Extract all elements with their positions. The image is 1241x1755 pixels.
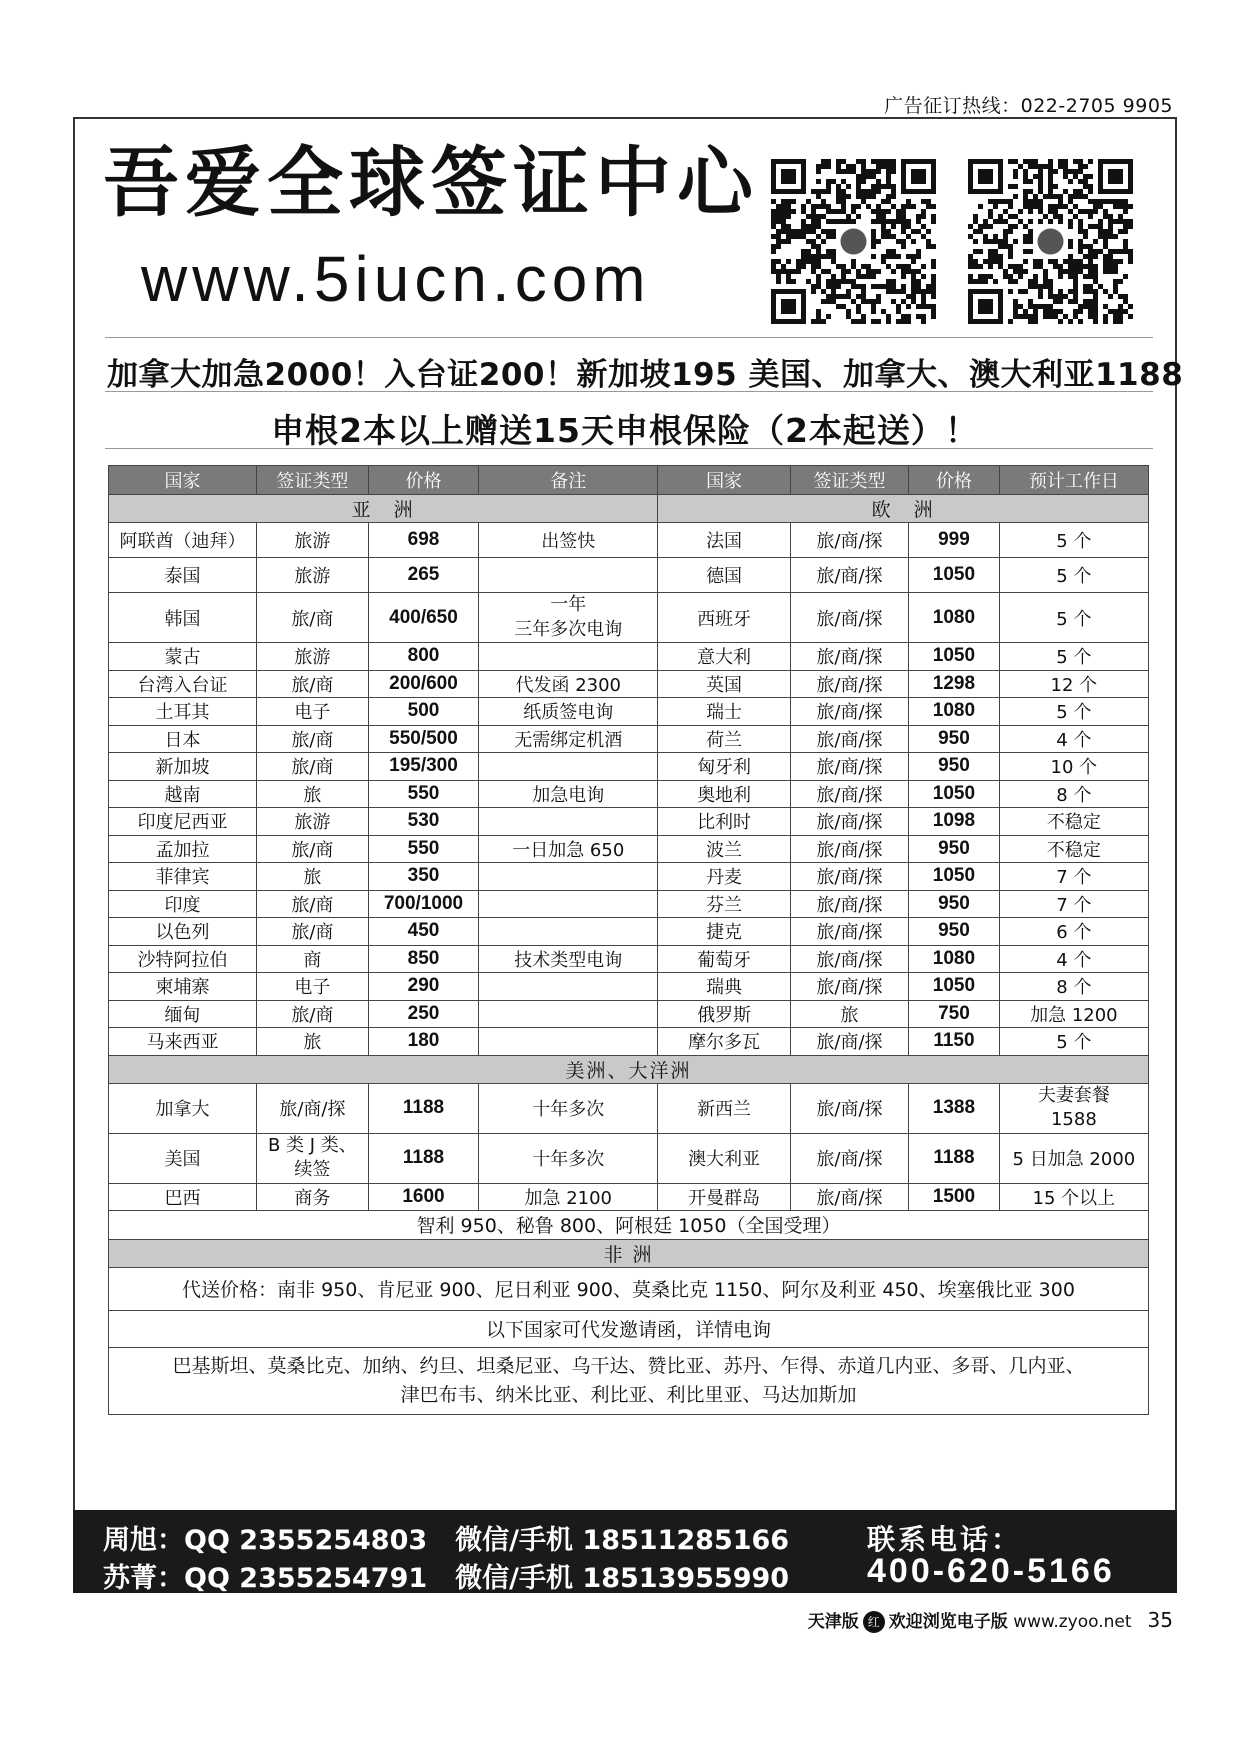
cell-visa-type: 商务 xyxy=(257,1183,369,1210)
cell-price: 698 xyxy=(368,523,479,558)
cell-price: 1050 xyxy=(909,973,1000,1001)
contact-qq[interactable]: 苏菁：QQ 2355254791 xyxy=(103,1563,428,1594)
cell-workdays: 5 个 xyxy=(999,1028,1148,1056)
cell-country: 日本 xyxy=(109,725,257,753)
cell-visa-type: 旅/商 xyxy=(257,1000,369,1028)
cell-country: 蒙古 xyxy=(109,643,257,671)
cell-country: 加拿大 xyxy=(109,1083,257,1133)
cell-visa-type: 旅/商/探 xyxy=(790,558,908,593)
cell-price: 950 xyxy=(909,725,1000,753)
table-row xyxy=(109,523,1149,558)
welcome-text: 欢迎浏览电子版 xyxy=(888,1612,1008,1632)
cell-country: 俄罗斯 xyxy=(658,1000,791,1028)
cell-price: 1188 xyxy=(368,1133,479,1183)
cell-price: 290 xyxy=(368,973,479,1001)
cell-price: 950 xyxy=(909,835,1000,863)
table-row xyxy=(109,1028,1149,1056)
cell-visa-type: 旅/商 xyxy=(257,593,369,643)
cell-workdays: 5 个 xyxy=(999,643,1148,671)
cell-workdays: 加急 1200 xyxy=(999,1000,1148,1028)
cell-workdays: 7 个 xyxy=(999,863,1148,891)
cell-visa-type: 旅/商 xyxy=(257,835,369,863)
cell-price: 1098 xyxy=(909,808,1000,836)
cell-country: 芬兰 xyxy=(658,890,791,918)
column-header: 签证类型 xyxy=(790,466,908,495)
region-row xyxy=(109,1055,1149,1083)
cell-price: 1050 xyxy=(909,780,1000,808)
cell-visa-type: 旅 xyxy=(790,1000,908,1028)
cell-country: 土耳其 xyxy=(109,698,257,726)
cell-price: 1500 xyxy=(909,1183,1000,1210)
visa-price-table xyxy=(108,465,1149,1415)
contact-bar xyxy=(73,1510,1177,1593)
cell-price: 1600 xyxy=(368,1183,479,1210)
table-row xyxy=(109,1310,1149,1347)
cell-workdays: 夫妻套餐 1588 xyxy=(999,1083,1148,1133)
cell-country: 荷兰 xyxy=(658,725,791,753)
cell-country: 泰国 xyxy=(109,558,257,593)
cell-note: 加急 2100 xyxy=(479,1183,658,1210)
cell-visa-type: 商 xyxy=(257,945,369,973)
table-row xyxy=(109,1267,1149,1310)
contact-label: 联系电话： xyxy=(867,1523,1023,1556)
cell-visa-type: 旅/商/探 xyxy=(257,1083,369,1133)
cell-note xyxy=(479,890,658,918)
cell-country: 捷克 xyxy=(658,918,791,946)
cell-workdays: 5 个 xyxy=(999,523,1148,558)
cell-workdays: 5 个 xyxy=(999,593,1148,643)
cell-visa-type: 旅/商 xyxy=(257,725,369,753)
cell-visa-type: 旅游 xyxy=(257,523,369,558)
divider xyxy=(105,337,1153,338)
cell-price: 180 xyxy=(368,1028,479,1056)
cell-visa-type: 旅/商 xyxy=(257,890,369,918)
table-row xyxy=(109,780,1149,808)
cell-note xyxy=(479,863,658,891)
cell-country: 澳大利亚 xyxy=(658,1133,791,1183)
column-header: 签证类型 xyxy=(257,466,369,495)
cell-country: 菲律宾 xyxy=(109,863,257,891)
cell-price: 800 xyxy=(368,643,479,671)
cell-country: 柬埔寨 xyxy=(109,973,257,1001)
cell-price: 200/600 xyxy=(368,670,479,698)
table-row xyxy=(109,1133,1149,1183)
cell-visa-type: 旅/商/探 xyxy=(790,1083,908,1133)
cell-price: 1050 xyxy=(909,863,1000,891)
cell-visa-type: 旅/商 xyxy=(257,918,369,946)
cell-workdays: 4 个 xyxy=(999,945,1148,973)
cell-price: 1080 xyxy=(909,698,1000,726)
cell-visa-type: 旅/商/探 xyxy=(790,890,908,918)
cell-country: 瑞士 xyxy=(658,698,791,726)
ad-frame xyxy=(73,117,1184,1593)
cell-visa-type: 旅/商/探 xyxy=(790,523,908,558)
cell-price: 250 xyxy=(368,1000,479,1028)
table-row xyxy=(109,670,1149,698)
cell-visa-type: 旅/商/探 xyxy=(790,835,908,863)
column-header: 国家 xyxy=(658,466,791,495)
cell-visa-type: 旅/商/探 xyxy=(790,698,908,726)
table-row xyxy=(109,863,1149,891)
cell-note: 出签快 xyxy=(479,523,658,558)
cell-country: 新西兰 xyxy=(658,1083,791,1133)
table-row xyxy=(109,558,1149,593)
footer-site[interactable]: www.zyoo.net xyxy=(1013,1612,1132,1632)
cell-country: 印度 xyxy=(109,890,257,918)
cell-price: 1080 xyxy=(909,593,1000,643)
cell-workdays: 不稳定 xyxy=(999,808,1148,836)
edition-label: 天津版 xyxy=(807,1612,859,1632)
cell-country: 法国 xyxy=(658,523,791,558)
cell-price: 700/1000 xyxy=(368,890,479,918)
cell-country: 瑞典 xyxy=(658,973,791,1001)
cell-visa-type: 旅游 xyxy=(257,643,369,671)
cell-country: 奥地利 xyxy=(658,780,791,808)
column-header: 备注 xyxy=(479,466,658,495)
cell-workdays: 4 个 xyxy=(999,725,1148,753)
cell-price: 1388 xyxy=(909,1083,1000,1133)
cell-price: 950 xyxy=(909,753,1000,781)
cell-workdays: 10 个 xyxy=(999,753,1148,781)
wechat-qr-code[interactable] xyxy=(968,159,1133,324)
invitation-line: 津巴布韦、纳米比亚、利比亚、利比里亚、马达加斯加 xyxy=(400,1383,857,1406)
cell-visa-type: 电子 xyxy=(257,698,369,726)
column-header: 国家 xyxy=(109,466,257,495)
cell-country: 美国 xyxy=(109,1133,257,1183)
cell-visa-type: 旅/商/探 xyxy=(790,1133,908,1183)
contact-phone[interactable]: 微信/手机 18511285166 xyxy=(455,1525,790,1556)
cell-visa-type: 旅/商/探 xyxy=(790,780,908,808)
column-header: 价格 xyxy=(368,466,479,495)
cell-price: 1188 xyxy=(368,1083,479,1133)
cell-visa-type: 旅/商/探 xyxy=(790,1028,908,1056)
contact-line-2 xyxy=(103,1556,789,1595)
divider xyxy=(105,448,1153,449)
cell-country: 阿联酋（迪拜） xyxy=(109,523,257,558)
cell-country: 英国 xyxy=(658,670,791,698)
table-row xyxy=(109,973,1149,1001)
region-americas: 美洲、大洋洲 xyxy=(109,1055,1149,1083)
table-row xyxy=(109,1183,1149,1210)
americas-note: 智利 950、秘鲁 800、阿根廷 1050（全国受理） xyxy=(109,1210,1149,1239)
cell-price: 1298 xyxy=(909,670,1000,698)
cell-country: 比利时 xyxy=(658,808,791,836)
region-row xyxy=(109,495,1149,523)
cell-workdays: 7 个 xyxy=(999,890,1148,918)
table-row xyxy=(109,1000,1149,1028)
invitation-title: 以下国家可代发邀请函，详情电询 xyxy=(109,1310,1149,1347)
cell-visa-type: 旅/商 xyxy=(257,670,369,698)
cell-visa-type: 旅/商/探 xyxy=(790,643,908,671)
page-number: 35 xyxy=(1147,1608,1173,1632)
cell-visa-type: 旅/商/探 xyxy=(790,670,908,698)
region-europe: 欧 洲 xyxy=(658,495,1149,523)
cell-note: 纸质签电询 xyxy=(479,698,658,726)
cell-country: 马来西亚 xyxy=(109,1028,257,1056)
invitation-countries xyxy=(109,1347,1149,1414)
cell-country: 缅甸 xyxy=(109,1000,257,1028)
cell-visa-type: 旅/商/探 xyxy=(790,945,908,973)
cell-note: 技术类型电询 xyxy=(479,945,658,973)
cell-country: 新加坡 xyxy=(109,753,257,781)
cell-country: 孟加拉 xyxy=(109,835,257,863)
cell-workdays: 8 个 xyxy=(999,973,1148,1001)
table-row xyxy=(109,1210,1149,1239)
cell-price: 550/500 xyxy=(368,725,479,753)
cell-price: 1150 xyxy=(909,1028,1000,1056)
table-row xyxy=(109,1083,1149,1133)
cell-visa-type: 旅/商/探 xyxy=(790,808,908,836)
cell-note xyxy=(479,918,658,946)
cell-note xyxy=(479,1000,658,1028)
cell-price: 950 xyxy=(909,890,1000,918)
brand-title: 吾爱全球签证中心 xyxy=(103,138,759,227)
column-header: 价格 xyxy=(909,466,1000,495)
promo-line-1: 加拿大加急2000！入台证200！新加坡195 美国、加拿大、澳大利亚1188 xyxy=(107,357,1184,393)
cell-country: 以色列 xyxy=(109,918,257,946)
cell-price: 195/300 xyxy=(368,753,479,781)
cell-country: 意大利 xyxy=(658,643,791,671)
cell-note: 代发函 2300 xyxy=(479,670,658,698)
promo-line-2: 申根2本以上赠送15天申根保险（2本起送）！ xyxy=(271,411,979,450)
cell-note: 一日加急 650 xyxy=(479,835,658,863)
column-header: 预计工作日 xyxy=(999,466,1148,495)
cell-country: 开曼群岛 xyxy=(658,1183,791,1210)
ad-hotline: 广告征订热线：022-2705 9905 xyxy=(884,95,1173,117)
cell-visa-type: 旅/商/探 xyxy=(790,1183,908,1210)
cell-workdays: 不稳定 xyxy=(999,835,1148,863)
cell-note xyxy=(479,973,658,1001)
cell-visa-type: 旅/商/探 xyxy=(790,725,908,753)
cell-price: 500 xyxy=(368,698,479,726)
brand-url[interactable]: www.5iucn.com xyxy=(141,243,651,315)
cell-price: 1050 xyxy=(909,558,1000,593)
cell-visa-type: 旅游 xyxy=(257,808,369,836)
cell-country: 匈牙利 xyxy=(658,753,791,781)
cell-country: 丹麦 xyxy=(658,863,791,891)
cell-price: 550 xyxy=(368,780,479,808)
cell-note: 加急电询 xyxy=(479,780,658,808)
cell-country: 西班牙 xyxy=(658,593,791,643)
cell-visa-type: B 类 J 类、 续签 xyxy=(257,1133,369,1183)
cell-visa-type: 电子 xyxy=(257,973,369,1001)
cell-price: 450 xyxy=(368,918,479,946)
cell-workdays: 5 个 xyxy=(999,698,1148,726)
cell-note xyxy=(479,558,658,593)
cell-visa-type: 旅 xyxy=(257,780,369,808)
cell-workdays: 8 个 xyxy=(999,780,1148,808)
cell-visa-type: 旅/商/探 xyxy=(790,593,908,643)
red-logo-icon: 红 xyxy=(863,1611,885,1633)
cell-note: 无需绑定机酒 xyxy=(479,725,658,753)
cell-price: 400/650 xyxy=(368,593,479,643)
table-row xyxy=(109,918,1149,946)
cell-country: 波兰 xyxy=(658,835,791,863)
cell-country: 印度尼西亚 xyxy=(109,808,257,836)
cell-note xyxy=(479,753,658,781)
contact-qq[interactable]: 周旭：QQ 2355254803 xyxy=(103,1525,428,1556)
cell-price: 350 xyxy=(368,863,479,891)
cell-price: 850 xyxy=(368,945,479,973)
table-row xyxy=(109,643,1149,671)
cell-note xyxy=(479,808,658,836)
cell-country: 台湾入台证 xyxy=(109,670,257,698)
contact-phone[interactable]: 微信/手机 18513955990 xyxy=(455,1563,790,1594)
cell-price: 550 xyxy=(368,835,479,863)
cell-note: 十年多次 xyxy=(479,1133,658,1183)
cell-country: 越南 xyxy=(109,780,257,808)
region-asia: 亚 洲 xyxy=(109,495,658,523)
cell-workdays: 5 个 xyxy=(999,558,1148,593)
hotline-number[interactable]: 400-620-5166 xyxy=(867,1552,1115,1590)
cell-country: 韩国 xyxy=(109,593,257,643)
divider xyxy=(105,391,1153,392)
cell-workdays: 15 个以上 xyxy=(999,1183,1148,1210)
cell-price: 1050 xyxy=(909,643,1000,671)
cell-note xyxy=(479,1028,658,1056)
cell-note: 十年多次 xyxy=(479,1083,658,1133)
cell-price: 265 xyxy=(368,558,479,593)
table-row xyxy=(109,945,1149,973)
table-row xyxy=(109,808,1149,836)
table-row xyxy=(109,698,1149,726)
cell-note xyxy=(479,643,658,671)
table-row xyxy=(109,890,1149,918)
cell-visa-type: 旅/商/探 xyxy=(790,863,908,891)
cell-price: 1080 xyxy=(909,945,1000,973)
cell-visa-type: 旅/商/探 xyxy=(790,753,908,781)
cell-price: 1188 xyxy=(909,1133,1000,1183)
cell-price: 950 xyxy=(909,918,1000,946)
cell-country: 巴西 xyxy=(109,1183,257,1210)
table-row xyxy=(109,835,1149,863)
cell-country: 摩尔多瓦 xyxy=(658,1028,791,1056)
weibo-qr-code[interactable] xyxy=(771,159,936,324)
cell-workdays: 6 个 xyxy=(999,918,1148,946)
cell-visa-type: 旅/商/探 xyxy=(790,918,908,946)
cell-price: 999 xyxy=(909,523,1000,558)
cell-note: 一年 三年多次电询 xyxy=(479,593,658,643)
cell-visa-type: 旅 xyxy=(257,863,369,891)
cell-country: 德国 xyxy=(658,558,791,593)
invitation-line: 巴基斯坦、莫桑比克、加纳、约旦、坦桑尼亚、乌干达、赞比亚、苏丹、乍得、赤道几内亚、多哥、几内亚、 xyxy=(172,1355,1085,1377)
cell-workdays: 12 个 xyxy=(999,670,1148,698)
africa-prices: 代送价格：南非 950、肯尼亚 900、尼日利亚 900、莫桑比克 1150、阿尔及利亚 450、埃塞俄比亚 300 xyxy=(109,1267,1149,1310)
cell-workdays: 5 日加急 2000 xyxy=(999,1133,1148,1183)
table-row xyxy=(109,1347,1149,1414)
region-row xyxy=(109,1239,1149,1267)
cell-country: 沙特阿拉伯 xyxy=(109,945,257,973)
page-footer xyxy=(808,1607,1173,1633)
cell-visa-type: 旅/商 xyxy=(257,753,369,781)
cell-price: 750 xyxy=(909,1000,1000,1028)
cell-visa-type: 旅 xyxy=(257,1028,369,1056)
cell-country: 葡萄牙 xyxy=(658,945,791,973)
table-header-row xyxy=(109,466,1149,495)
cell-visa-type: 旅/商/探 xyxy=(790,973,908,1001)
region-africa: 非 洲 xyxy=(109,1239,1149,1267)
table-row xyxy=(109,725,1149,753)
cell-visa-type: 旅游 xyxy=(257,558,369,593)
table-row xyxy=(109,753,1149,781)
cell-price: 530 xyxy=(368,808,479,836)
contact-line-1 xyxy=(103,1518,789,1557)
table-row xyxy=(109,593,1149,643)
